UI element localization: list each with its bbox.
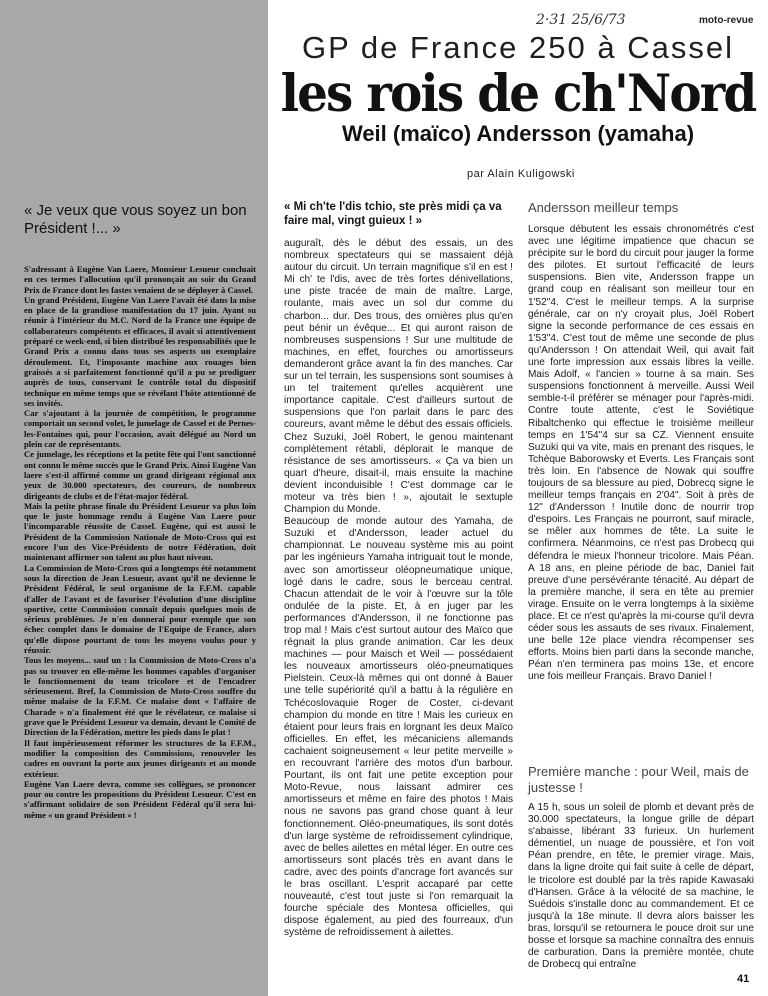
sidebar-quote: « Je veux que vous soyez un bon Président !... » (24, 202, 247, 237)
page-number: 41 (737, 973, 750, 985)
sidebar-paragraph: S'adressant à Eugène Van Laere, Monsieur Lesueur concluait en ces termes l'allocution qu'il prononçait au soir du Grand Prix de France dont les fastes venaient de se déployer à Cassel. (24, 264, 256, 295)
sidebar-paragraph: Eugène Van Laere devra, comme ses collègues, se prononcer pour ou contre les propositions du Président Lesueur. C'est en s'affirmant solidaire de son Président Fédéral qu'il sera lui-même « un grand Président » ! (24, 778, 256, 820)
article-kicker: GP de France 250 à Cassel (302, 30, 734, 65)
column3-paragraph: A 15 h, sous un soleil de plomb et devant près de 30.000 spectateurs, la longue grille de départ s'abaisse, libérant 33 furieux. Un hurlement démentiel, un nuage de poussière, et l'on voit Péan prendre, en tête, le premier virage. Mais, dans la ligne droite qui fait suite à celle de départ, le tricolore est doublé par la très rapide Kawasaki d'Hansen. Grâce à la vélocité de sa machine, le Suédois s'installe donc au commandement. Et ce jusqu'à la 18e minute. Il devra alors baisser les bras, lorsqu'il se retournera le pouce droit sur une bosse et lorsque sa machine connaîtra des ennuis de carburation. Dans la première montée, chute de Drobecq qui entraîne (528, 802, 754, 971)
article-byline: par Alain Kuligowski (467, 168, 575, 180)
sidebar-paragraph: Un grand Président, Eugène Van Laere l'avait été dans la mise en place de la grandiose manifestation du 17 juin. Ayant su réunir à l'intérieur du M.C. Nord de la France une équipe de collaborateurs compétents et efficaces, il avait si attentivement préparé ce week-end, si bien distribué les responsabilités que le Grand Prix a connu dans tous ses aspects un exemplaire déroulement. Et, l'imposante machine aux rouages bien graissés a si parfaitement fonctionné qu'il a pu se prodiguer auprès de tous, conservant le contrôle total du dispositif technique en même temps que se révélant l'hôte attentionné de ses invités. (24, 294, 256, 408)
column3-paragraph: Lorsque débutent les essais chronométrés c'est avec une légitime impatience que chacun se précipite sur le bord du circuit pour jauger la forme des pilotes. Et surtout l'efficacité de leurs suspensions. Bien vite, Andersson frappe un grand coup en réalisant son meilleur tour en 1'52"4. C'est le meilleur temps. A la surprise générale, car on n'y croyait plus, Joël Robert signe la seconde performance de ces essais en 1'53"4. C'est tout de même une seconde de plus qu'Andersson ! On attendait Weil, qui avait fait une forte impression aux essais libres la veille. Mais Adolf, « l'ancien » tourne à sa main. Ses suspensions fonctionnent à merveille. Aussi Weil semble-t-il préférer se ménager pour l'après-midi. Contre toute attente, c'est le Soviétique Ribaltchenko qui effectue le troisième meilleur temps en 1'54"4 sur sa CZ. Viennent ensuite Suzuki qui va vite, mais en prenant des risques, le Tchèque Baborowsky et Everts. Les Français sont très loin. En l'absence de Nowak qui souffre toujours de sa blessure au pied, Dobrecq signe le meilleur temps français en 2'04". Soit à près de 12" d'Andersson ! Inutile donc de nourrir trop d'espoirs. Les Français ne pourront, sauf miracle, se mêler aux hommes de tête. La suite le confirmera. Néanmoins, ce n'est pas Drobecq qui défendra le mieux l'honneur tricolore. Mais Péan. A 18 ans, en pleine période de bac, Daniel fait preuve d'une persévérante ténacité. Au départ de la première manche, il sera en tête au premier virage. Ensuite on le verra longtemps à la sixième place. Et ce n'est qu'après la mi-course qu'il devra céder sous les assauts de ses rivaux. Finalement, une belle 12e place viendra récompenser ses efforts. Moins bien parti dans la seconde manche, Péan n'en terminera pas moins 13e, et encore une fois meilleur Français. Bravo Daniel ! (528, 224, 754, 683)
sidebar-paragraph: Car s'ajoutant à la journée de compétition, le programme comportait un second volet, le jumelage de Cassel et de Pernes-les-Fontaines qui, pour l'occasion, avait délégué au Nord un plein car de représentants. (24, 408, 256, 450)
column2-body (284, 238, 513, 939)
article-subhead: Weil (maïco) Andersson (yamaha) (341, 121, 695, 146)
column3-body-continued (528, 802, 754, 971)
article-headline: les rois de ch'Nord (280, 64, 756, 124)
sidebar-paragraph: Mais la petite phrase finale du Président Lesueur va plus loin que le juste hommage rendu à Eugène Van Laere pour l'incomparable réussite de Cassel. Eugène, qui est aussi le Président de la Commission Nationale de Moto-Cross qui est encore l'un des Vice-Présidents de notre Fédération, doit maintenant affirmer son talent au plus haut niveau. (24, 500, 256, 563)
sidebar-paragraph: Il faut impérieusement réformer les structures de la F.F.M., modifier la composition des Commissions, renouveler les cadres en ouvrant la porte aux jeunes dirigeants et au monde extérieur. (24, 737, 256, 779)
sidebar-paragraph: Ce jumelage, les réceptions et la petite fête qui l'ont sanctionné ont connu le même succès que le Grand Prix. Ainsi Eugène Van laere s'est-il affirmé comme un grand dirigeant régional aux yeux de 30.000 spectateurs, des coureurs, de nombreux dirigeants de clubs et de l'état-major fédéral. (24, 449, 256, 501)
column2-paragraph: auguraît, dès le début des essais, un des nombreux spectateurs qui se massaient déjà autour du circuit. Un terrain magnifique s'il en est ! Mi ch' te l'dis, avec de très fortes dénivellations, une piste tracée de main de maître. Large, roulante, mais avec un sol dur comme du charbon... dur. Des trous, des ornières plus qu'en peut bénir un évêque... Et qui auront raison de nombreuses suspensions ! Sur une multitude de machines, en effet, fourches ou amortisseurs demanderont grâce avant la fin des manches. Car sur un tel terrain, les suspensions sont soumises à un tel traitement qu'elles acquièrent une importance capitale. C'est d'ailleurs surtout de suspensions que l'on parlait dans le parc des coureurs, avant même le début des essais officiels. Chez Suzuki, Joël Robert, le genou maintenant complètement rétabli, déplorait le manque de résistance de ses amortisseurs. « Ça va bien un quart d'heure, disait-il, mais ensuite la machine devient inconduisible ! C'est dommage car le moteur va très bien ! », ajoutait le sextuple Champion du Monde. (284, 238, 513, 516)
magazine-name: moto-revue (699, 15, 754, 26)
sidebar-body (24, 264, 256, 820)
section-heading-premiere-manche: Première manche : pour Weil, mais de justesse ! (528, 764, 749, 795)
sidebar-paragraph: Tous les moyens... sauf un : la Commission de Moto-Cross n'a pas su trouver en elle-même les hommes capables d'organiser le fonctionnement du team tricolore et de l'encadrer sérieusement. Bref, la Commission de Moto-Cross souffre du même malaise de la F.F.M. Ce malaise dont « l'affaire de Charade » n'a finalement été que le révélateur, ce malaise si grave que le Président Lesueur va demain, devant le Comité de Direction de la Fédération, mettre les pieds dans le plat ! (24, 655, 256, 738)
section-heading-andersson: Andersson meilleur temps (528, 200, 679, 215)
editorial-sidebar (0, 0, 268, 996)
column2-lead-quote: « Mi ch'te l'dis tchio, ste près midi ça va faire mal, vingt guieux ! » (284, 201, 502, 227)
column3-body (528, 224, 754, 684)
column2-paragraph: Beaucoup de monde autour des Yamaha, de Suzuki et d'Andersson, leader actuel du championnat. Le nouveau système mis au point par les ingénieurs Yamaha intriguait tout le monde, avec son amortisseur oléopneumatique unique, logé dans le cadre, sous le berceau central. Chacun attendait de le voir à l'œuvre sur la tôle ondulée de la piste. Et, à en juger par les performances d'Andersson, il ne fonctionne pas trop mal ! Mais c'est surtout autour des Maïco que régnait la plus grande animation. Car les deux machines — pour Maisch et Weil — possédaient les nouveaux amortisseurs oléo-pneumatiques Pielstein. Ceux-là mêmes qui ont donné à Bauer une telle supériorité qu'il a battu à la régulière en Tchécoslovaquie Roger de Coster, ci-devant champion du monde en titre ! Mais les curieux en étaient pour leurs frais en lorgnant les deux Maïco officielles. En effet, les mécaniciens allemands cachaient soigneusement « leur petite merveille » en recouvrant l'arrière des motos d'un barbour. Pourtant, ils ont fait une petite exception pour Moto-Revue, nous laissant admirer ces amortisseurs et même en faire des photos ! Mais nous ne savons pas grand chose quant à leur fonctionnement. Oléo-pneumatiques, ils sont dotés d'un large système de refroidissement cylindrique, avec de belles ailettes en métal léger. En outre ces amortisseurs sont placés très en avant dans le cadre, avec des points d'ancrage fort avancés sur le bras oscillant. L'esprit accaparé par cette nouveauté, c'est tout juste si l'on remarquait la fourche spéciale des Montesa officielles, qui dispose également, au pied des fourreaux, d'un système de refroidissement à ailettes. (284, 516, 513, 939)
sidebar-paragraph: La Commission de Moto-Cross qui a longtemps été notamment sous la direction de Jean Lesueur, avant qu'il ne devienne le Président Fédéral, le seul organisme de la F.F.M. capable d'aller de l'avant et de favoriser l'évolution d'une discipline sportive, cette Commission connaît depuis quelques mois de sérieux problèmes. Je n'en donnerai pour exemple que son échec complet dans le domaine de l'Equipe de France, alors qu'elle dispose pourtant de tous les moyens voulus pour y réussir. (24, 562, 256, 655)
handwritten-note: 2·31 25/6/73 (536, 12, 626, 28)
